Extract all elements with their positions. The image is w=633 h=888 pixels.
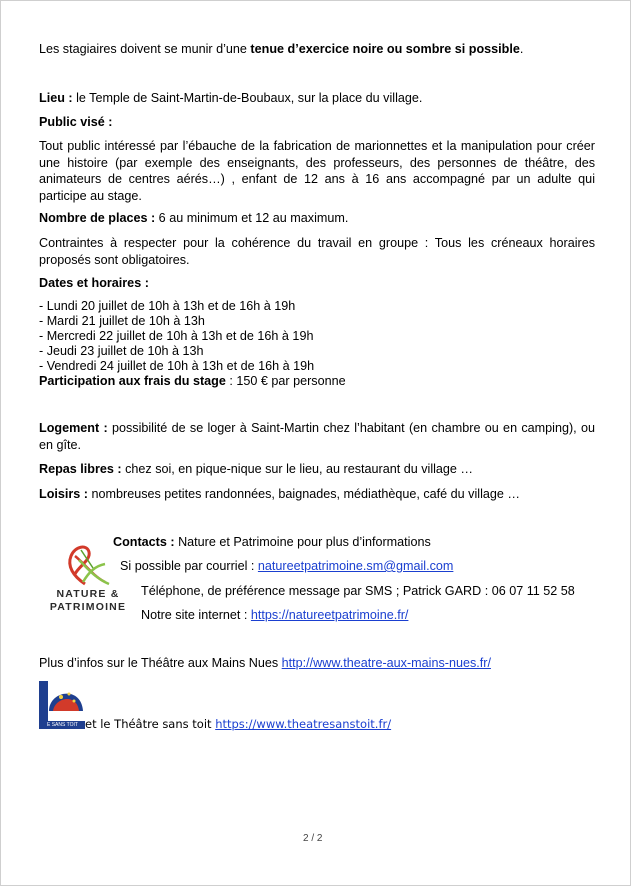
theatre-sans-toit-logo: [39, 681, 85, 729]
telephone-text: Téléphone, de préférence message par SMS ; Patrick GARD : 06 07 11 52 58: [141, 584, 575, 598]
intro-bold: tenue d’exercice noire ou sombre si possible: [250, 42, 520, 56]
loisirs-text: nombreuses petites randonnées, baignades, médiathèque, café du village …: [88, 487, 520, 501]
participation-label: Participation aux frais du stage: [39, 374, 226, 388]
plus-infos-text: Plus d’infos sur le Théâtre aux Mains Nues: [39, 656, 282, 670]
date-item: - Jeudi 23 juillet de 10h à 13h: [39, 344, 204, 358]
contacts-label: Contacts :: [113, 535, 175, 549]
contraintes-text: Contraintes à respecter pour la cohérence du travail en groupe : Tous les créneaux horaires proposés sont obligatoires.: [39, 236, 595, 267]
courriel-prefix: Si possible par courriel :: [120, 559, 258, 573]
participation-text: : 150 € par personne: [225, 374, 346, 388]
dates-label: Dates et horaires :: [39, 276, 149, 290]
tst-logo-text: E SANS TOIT: [47, 722, 78, 728]
places-label: Nombre de places :: [39, 211, 156, 225]
public-label: Public visé :: [39, 115, 113, 129]
courriel-paragraph: [120, 558, 453, 575]
logement-label: Logement :: [39, 421, 108, 435]
theatre-sans-toit-paragraph: [85, 716, 391, 733]
intro-suffix: .: [519, 42, 524, 56]
contacts-text: Nature et Patrimoine pour plus d’informations: [174, 535, 431, 549]
lieu-paragraph: [39, 90, 422, 107]
contacts-paragraph: [113, 534, 431, 551]
participation-paragraph: [39, 374, 346, 389]
lieu-text: le Temple de Saint-Martin-de-Boubaux, sur la place du village.: [72, 91, 423, 105]
theatre-mains-nues-link[interactable]: http://www.theatre-aux-mains-nues.fr/: [281, 656, 491, 670]
logement-text: possibilité de se loger à Saint-Martin chez l’habitant (en chambre ou en camping), ou en gîte.: [39, 421, 595, 452]
courriel-link[interactable]: natureetpatrimoine.sm@gmail.com: [257, 559, 454, 573]
site-paragraph: [141, 607, 408, 624]
loisirs-paragraph: [39, 486, 520, 503]
theatre-sans-toit-link[interactable]: https://www.theatresanstoit.fr/: [215, 717, 392, 731]
loisirs-label: Loisirs :: [39, 487, 88, 501]
intro-paragraph: [39, 41, 523, 58]
site-link[interactable]: https://natureetpatrimoine.fr/: [250, 608, 409, 622]
plus-infos-paragraph: [39, 655, 491, 672]
dates-list: [39, 299, 346, 389]
repas-text: chez soi, en pique-nique sur le lieu, au restaurant du village …: [121, 462, 474, 476]
date-item: - Mardi 21 juillet de 10h à 13h: [39, 314, 205, 328]
places-paragraph: [39, 210, 348, 227]
intro-text: Les stagiaires doivent se munir d’une: [39, 42, 251, 56]
places-text: 6 au minimum et 12 au maximum.: [155, 211, 349, 225]
lieu-label: Lieu :: [39, 91, 73, 105]
public-text: Tout public intéressé par l’ébauche de la fabrication de marionnettes et la manipulation pour créer une histoire (par exemple des enseignants, des professeurs, des personnes de théâtre, des animateurs de centres aérés…) , enfant de 12 ans à 16 ans accompagné par un adulte qui participe au stage.: [39, 139, 595, 203]
page-number: 2 / 2: [303, 833, 323, 844]
logo-text-line2: PATRIMOINE: [49, 601, 127, 613]
theatre-sans-toit-text: et le Théâtre sans toit: [85, 717, 216, 731]
date-item: - Lundi 20 juillet de 10h à 13h et de 16h à 19h: [39, 299, 296, 313]
date-item: - Vendredi 24 juillet de 10h à 13h et de 16h à 19h: [39, 359, 315, 373]
logement-paragraph: [39, 420, 595, 453]
repas-paragraph: [39, 461, 473, 478]
date-item: - Mercredi 22 juillet de 10h à 13h et de 16h à 19h: [39, 329, 314, 343]
logo-text-line1: NATURE &: [56, 588, 120, 600]
site-prefix: Notre site internet :: [141, 608, 251, 622]
repas-label: Repas libres :: [39, 462, 122, 476]
